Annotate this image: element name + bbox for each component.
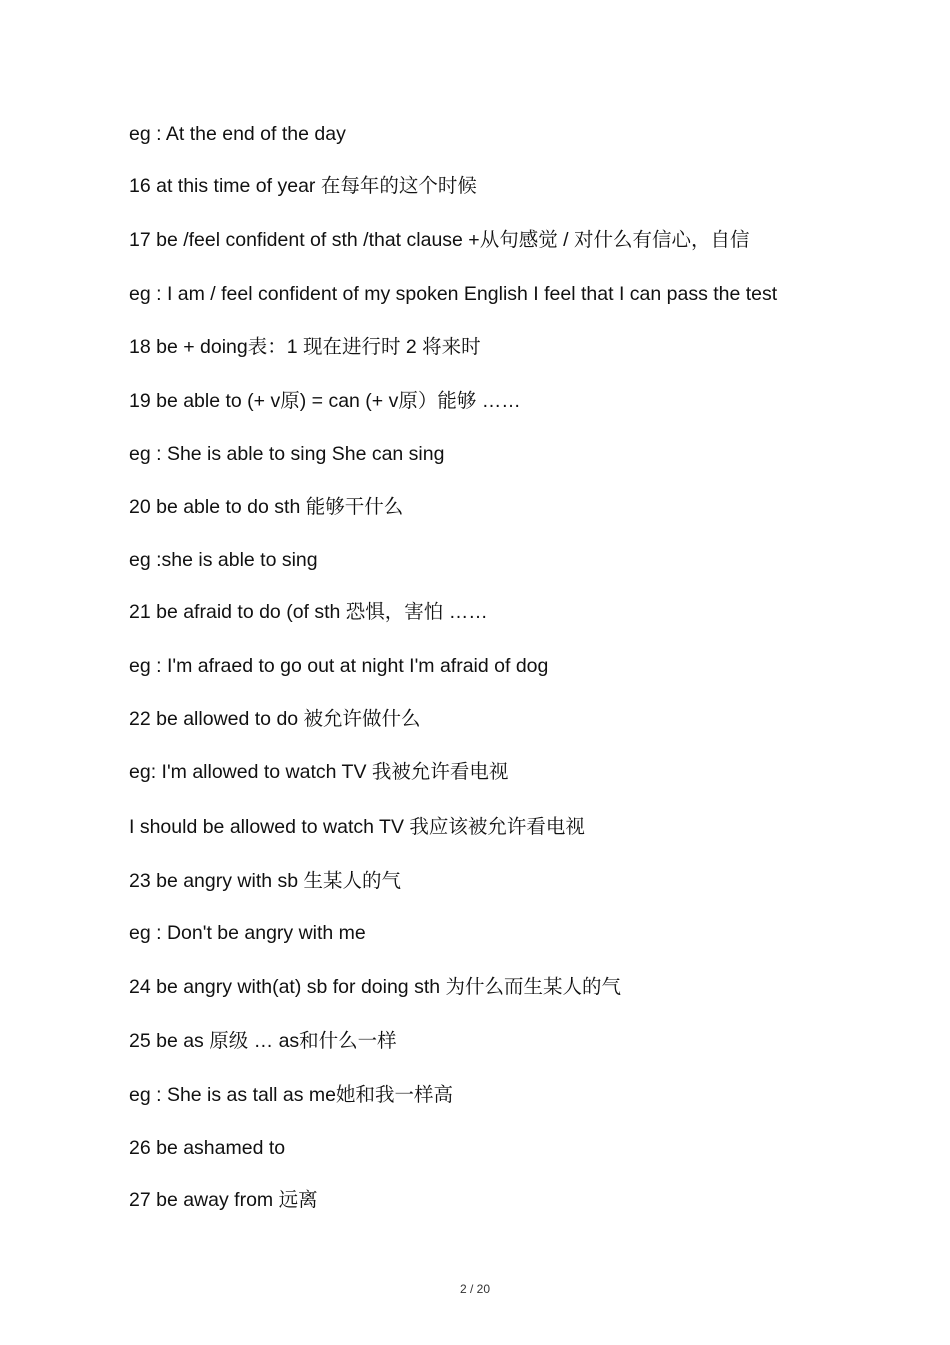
text-line: eg : I am / feel confident of my spoken English I feel that I can pass the test xyxy=(129,283,778,305)
page-number: 2 / 20 xyxy=(459,1282,491,1296)
text-line: 21 be afraid to do (of sth 恐惧，害怕 …… xyxy=(129,601,488,623)
text-line: 25 be as 原级 … as和什么一样 xyxy=(129,1030,397,1052)
text-line: eg: I'm allowed to watch TV 我被允许看电视 xyxy=(129,761,509,783)
text-line: eg : Don't be angry with me xyxy=(129,922,366,944)
text-line: 24 be angry with(at) sb for doing sth 为什么而生某人的气 xyxy=(129,976,622,998)
text-line: 20 be able to do sth 能够干什么 xyxy=(129,496,404,518)
text-line: 16 at this time of year 在每年的这个时候 xyxy=(129,175,477,197)
text-line: eg : At the end of the day xyxy=(129,123,346,145)
text-line: eg : I'm afraed to go out at night I'm afraid of dog xyxy=(129,655,549,677)
text-line: 22 be allowed to do 被允许做什么 xyxy=(129,708,421,730)
text-line: 17 be /feel confident of sth /that clause +从句感觉 / 对什么有信心，自信 xyxy=(129,229,750,251)
text-line: eg : She is able to sing She can sing xyxy=(129,443,445,465)
text-line: 19 be able to (+ v原) = can (+ v原）能够 …… xyxy=(129,390,521,412)
text-line: 27 be away from 远离 xyxy=(129,1189,318,1211)
text-line: 18 be + doing表：1 现在进行时 2 将来时 xyxy=(129,336,481,358)
text-line: eg :she is able to sing xyxy=(129,549,318,571)
text-line: 23 be angry with sb 生某人的气 xyxy=(129,870,402,892)
text-line: 26 be ashamed to xyxy=(129,1137,286,1159)
text-line: eg : She is as tall as me她和我一样高 xyxy=(129,1084,454,1106)
text-line: I should be allowed to watch TV 我应该被允许看电视 xyxy=(129,816,585,838)
